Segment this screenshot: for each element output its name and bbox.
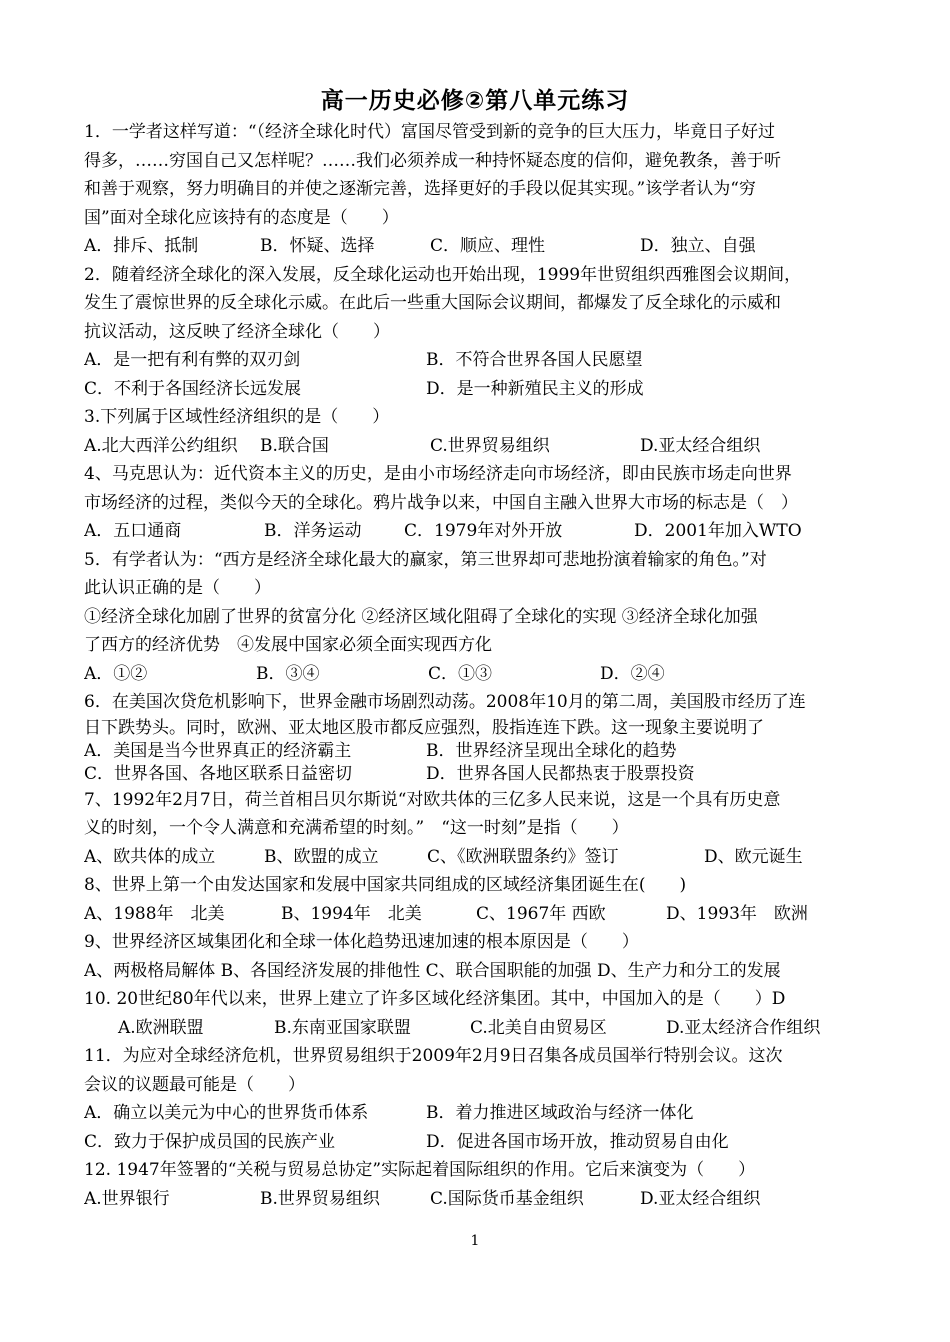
options-row — [84, 232, 868, 261]
answer-option: C．①③ — [428, 663, 493, 684]
answer-option: B、欧盟的成立 — [264, 846, 379, 867]
answer-option: A.北大西洋公约组织 — [84, 435, 238, 456]
question-text-line: 抗议活动，这反映了经济全球化（ ） — [84, 321, 390, 342]
answer-option: B．不符合世界各国人民愿望 — [426, 350, 643, 370]
answer-option: D、1993年 欧洲 — [666, 903, 808, 924]
answer-option: B．世界经济呈现出全球化的趋势 — [426, 740, 677, 761]
answer-option: A.世界银行 — [84, 1188, 170, 1209]
options-row — [84, 1185, 868, 1214]
question-text-line: 9、世界经济区域集团化和全球一体化趋势迅速加速的根本原因是（ ） — [84, 932, 639, 952]
options-row — [84, 517, 868, 546]
page-title: 高一历史必修②第八单元练习 — [320, 88, 630, 114]
options-row — [84, 375, 868, 404]
question-text-line: 5．有学者认为：“西方是经济全球化最大的赢家，第三世界却可悲地扮演着输家的角色。”对 — [84, 549, 767, 570]
answer-option: B、1994年 北美 — [281, 903, 422, 924]
answer-option: A．①② — [84, 663, 148, 684]
question-text-line: 此认识正确的是（ ） — [84, 578, 271, 598]
answer-option: D．独立、自强 — [640, 236, 756, 256]
answer-option: B．着力推进区域政治与经济一体化 — [426, 1103, 694, 1123]
answer-option: B.联合国 — [260, 435, 329, 456]
answer-option: B．怀疑、选择 — [260, 236, 375, 256]
options-row — [84, 432, 868, 461]
answer-option: C．1979年对外开放 — [404, 521, 563, 541]
answer-option: A．确立以美元为中心的世界货币体系 — [84, 1103, 369, 1123]
question-text-line: ①经济全球化加剧了世界的贫富分化 ②经济区域化阻碍了全球化的实现 ③经济全球化加强 — [84, 606, 758, 627]
options-row — [84, 1014, 868, 1043]
answer-option: C．世界各国、各地区联系日益密切 — [84, 763, 353, 784]
answer-option: B．③④ — [256, 663, 320, 684]
answer-option: D．2001年加入WTO — [634, 521, 802, 541]
answer-option: A．美国是当今世界真正的经济霸主 — [84, 740, 352, 761]
question-text-line: 了西方的经济优势 ④发展中国家必须全面实现西方化 — [84, 635, 492, 655]
answer-option: A．排斥、抵制 — [84, 236, 199, 256]
question-text-line: 和善于观察，努力明确目的并使之逐渐完善，选择更好的手段以促其实现。”该学者认为“穷 — [84, 179, 756, 199]
options-row — [84, 346, 868, 375]
options-row — [84, 763, 868, 786]
answer-option: D.亚太经合组织 — [640, 435, 761, 456]
question-text-line: 12. 1947年签署的“关税与贸易总协定”实际起着国际组织的作用。它后来演变为（ ） — [84, 1160, 756, 1180]
question-text-line: A、两极格局解体 B、各国经济发展的排他性 C、联合国职能的加强 D、生产力和分工的发展 — [84, 960, 781, 981]
answer-option: A.欧洲联盟 — [84, 1017, 204, 1038]
answer-option: B.世界贸易组织 — [260, 1188, 380, 1209]
question-text-line: 4、马克思认为：近代资本主义的历史，是由小市场经济走向市场经济，即由民族市场走向世界 — [84, 464, 792, 484]
question-text-line: 7、1992年2月7日，荷兰首相吕贝尔斯说“对欧共体的三亿多人民来说，这是一个具有历史意 — [84, 789, 781, 810]
answer-option: C、1967年 西欧 — [476, 903, 606, 924]
options-row — [84, 900, 868, 929]
options-row — [84, 660, 868, 689]
answer-option: A．五口通商 — [84, 521, 182, 541]
answer-option: B.东南亚国家联盟 — [274, 1017, 411, 1038]
question-text-line: 得多，……穷国自己又怎样呢？……我们必须养成一种持怀疑态度的信仰，避免教条，善于听 — [84, 150, 781, 171]
options-row — [84, 740, 868, 763]
answer-option: D.亚太经济合作组织 — [666, 1017, 821, 1038]
question-text-line: 日下跌势头。同时，欧洲、亚太地区股市都反应强烈，股指连连下跌。这一现象主要说明了 — [84, 717, 764, 738]
question-text-line: 义的时刻，一个令人满意和充满希望的时刻。” “这一时刻”是指（ ） — [84, 818, 629, 838]
answer-option: A、1988年 北美 — [84, 903, 225, 924]
answer-option: C．顺应、理性 — [430, 236, 546, 256]
answer-option: C．不利于各国经济长远发展 — [84, 378, 302, 399]
answer-option: D．促进各国市场开放，推动贸易自由化 — [426, 1131, 729, 1152]
question-text-line: 10. 20世纪80年代以来，世界上建立了许多区域化经济集团。其中，中国加入的是（ ）D — [84, 989, 786, 1009]
answer-option: C、《欧洲联盟条约》签订 — [427, 846, 619, 867]
answer-option: B．洋务运动 — [264, 521, 362, 541]
question-text-line: 8、世界上第一个由发达国家和发展中国家共同组成的区域经济集团诞生在( ) — [84, 875, 687, 895]
answer-option: D．是一种新殖民主义的形成 — [426, 378, 644, 399]
answer-option: D、欧元诞生 — [704, 846, 803, 867]
options-row — [84, 843, 868, 872]
answer-option: D.亚太经合组织 — [640, 1188, 761, 1209]
answer-option: C.北美自由贸易区 — [470, 1017, 607, 1038]
answer-option: C.世界贸易组织 — [430, 435, 550, 456]
question-text-line: 国”面对全球化应该持有的态度是（ ） — [84, 207, 399, 228]
page-number: 1 — [470, 1233, 480, 1249]
options-row — [84, 1128, 868, 1157]
question-text-line: 11．为应对全球经济危机，世界贸易组织于2009年2月9日召集各成员国举行特别会议。这次 — [84, 1046, 783, 1066]
question-text-line: 1．一学者这样写道：“（经济全球化时代）富国尽管受到新的竞争的巨大压力，毕竟日子好过 — [84, 122, 776, 142]
answer-option: A．是一把有利有弊的双刃剑 — [84, 350, 301, 370]
question-text-line: 市场经济的过程，类似今天的全球化。鸦片战争以来，中国自主融入世界大市场的标志是（ ） — [84, 492, 798, 513]
question-text-line: 会议的议题最可能是（ ） — [84, 1074, 305, 1095]
answer-option: A、欧共体的成立 — [84, 846, 216, 867]
answer-option: D．世界各国人民都热衷于股票投资 — [426, 763, 695, 784]
question-text-line: 2．随着经济全球化的深入发展，反全球化运动也开始出现，1999年世贸组织西雅图会议期间， — [84, 264, 802, 285]
question-text-line: 3.下列属于区域性经济组织的是（ ） — [84, 407, 390, 427]
question-list — [84, 118, 868, 1213]
answer-option: C．致力于保护成员国的民族产业 — [84, 1131, 336, 1152]
answer-option: C.国际货币基金组织 — [430, 1188, 584, 1209]
question-text-line: 6．在美国次贷危机影响下，世界金融市场剧烈动荡。2008年10月的第二周，美国股市经历了连 — [84, 692, 806, 712]
options-row — [84, 1099, 868, 1128]
question-text-line: 发生了震惊世界的反全球化示威。在此后一些重大国际会议期间，都爆发了反全球化的示威和 — [84, 293, 781, 313]
answer-option: D．②④ — [600, 663, 665, 684]
